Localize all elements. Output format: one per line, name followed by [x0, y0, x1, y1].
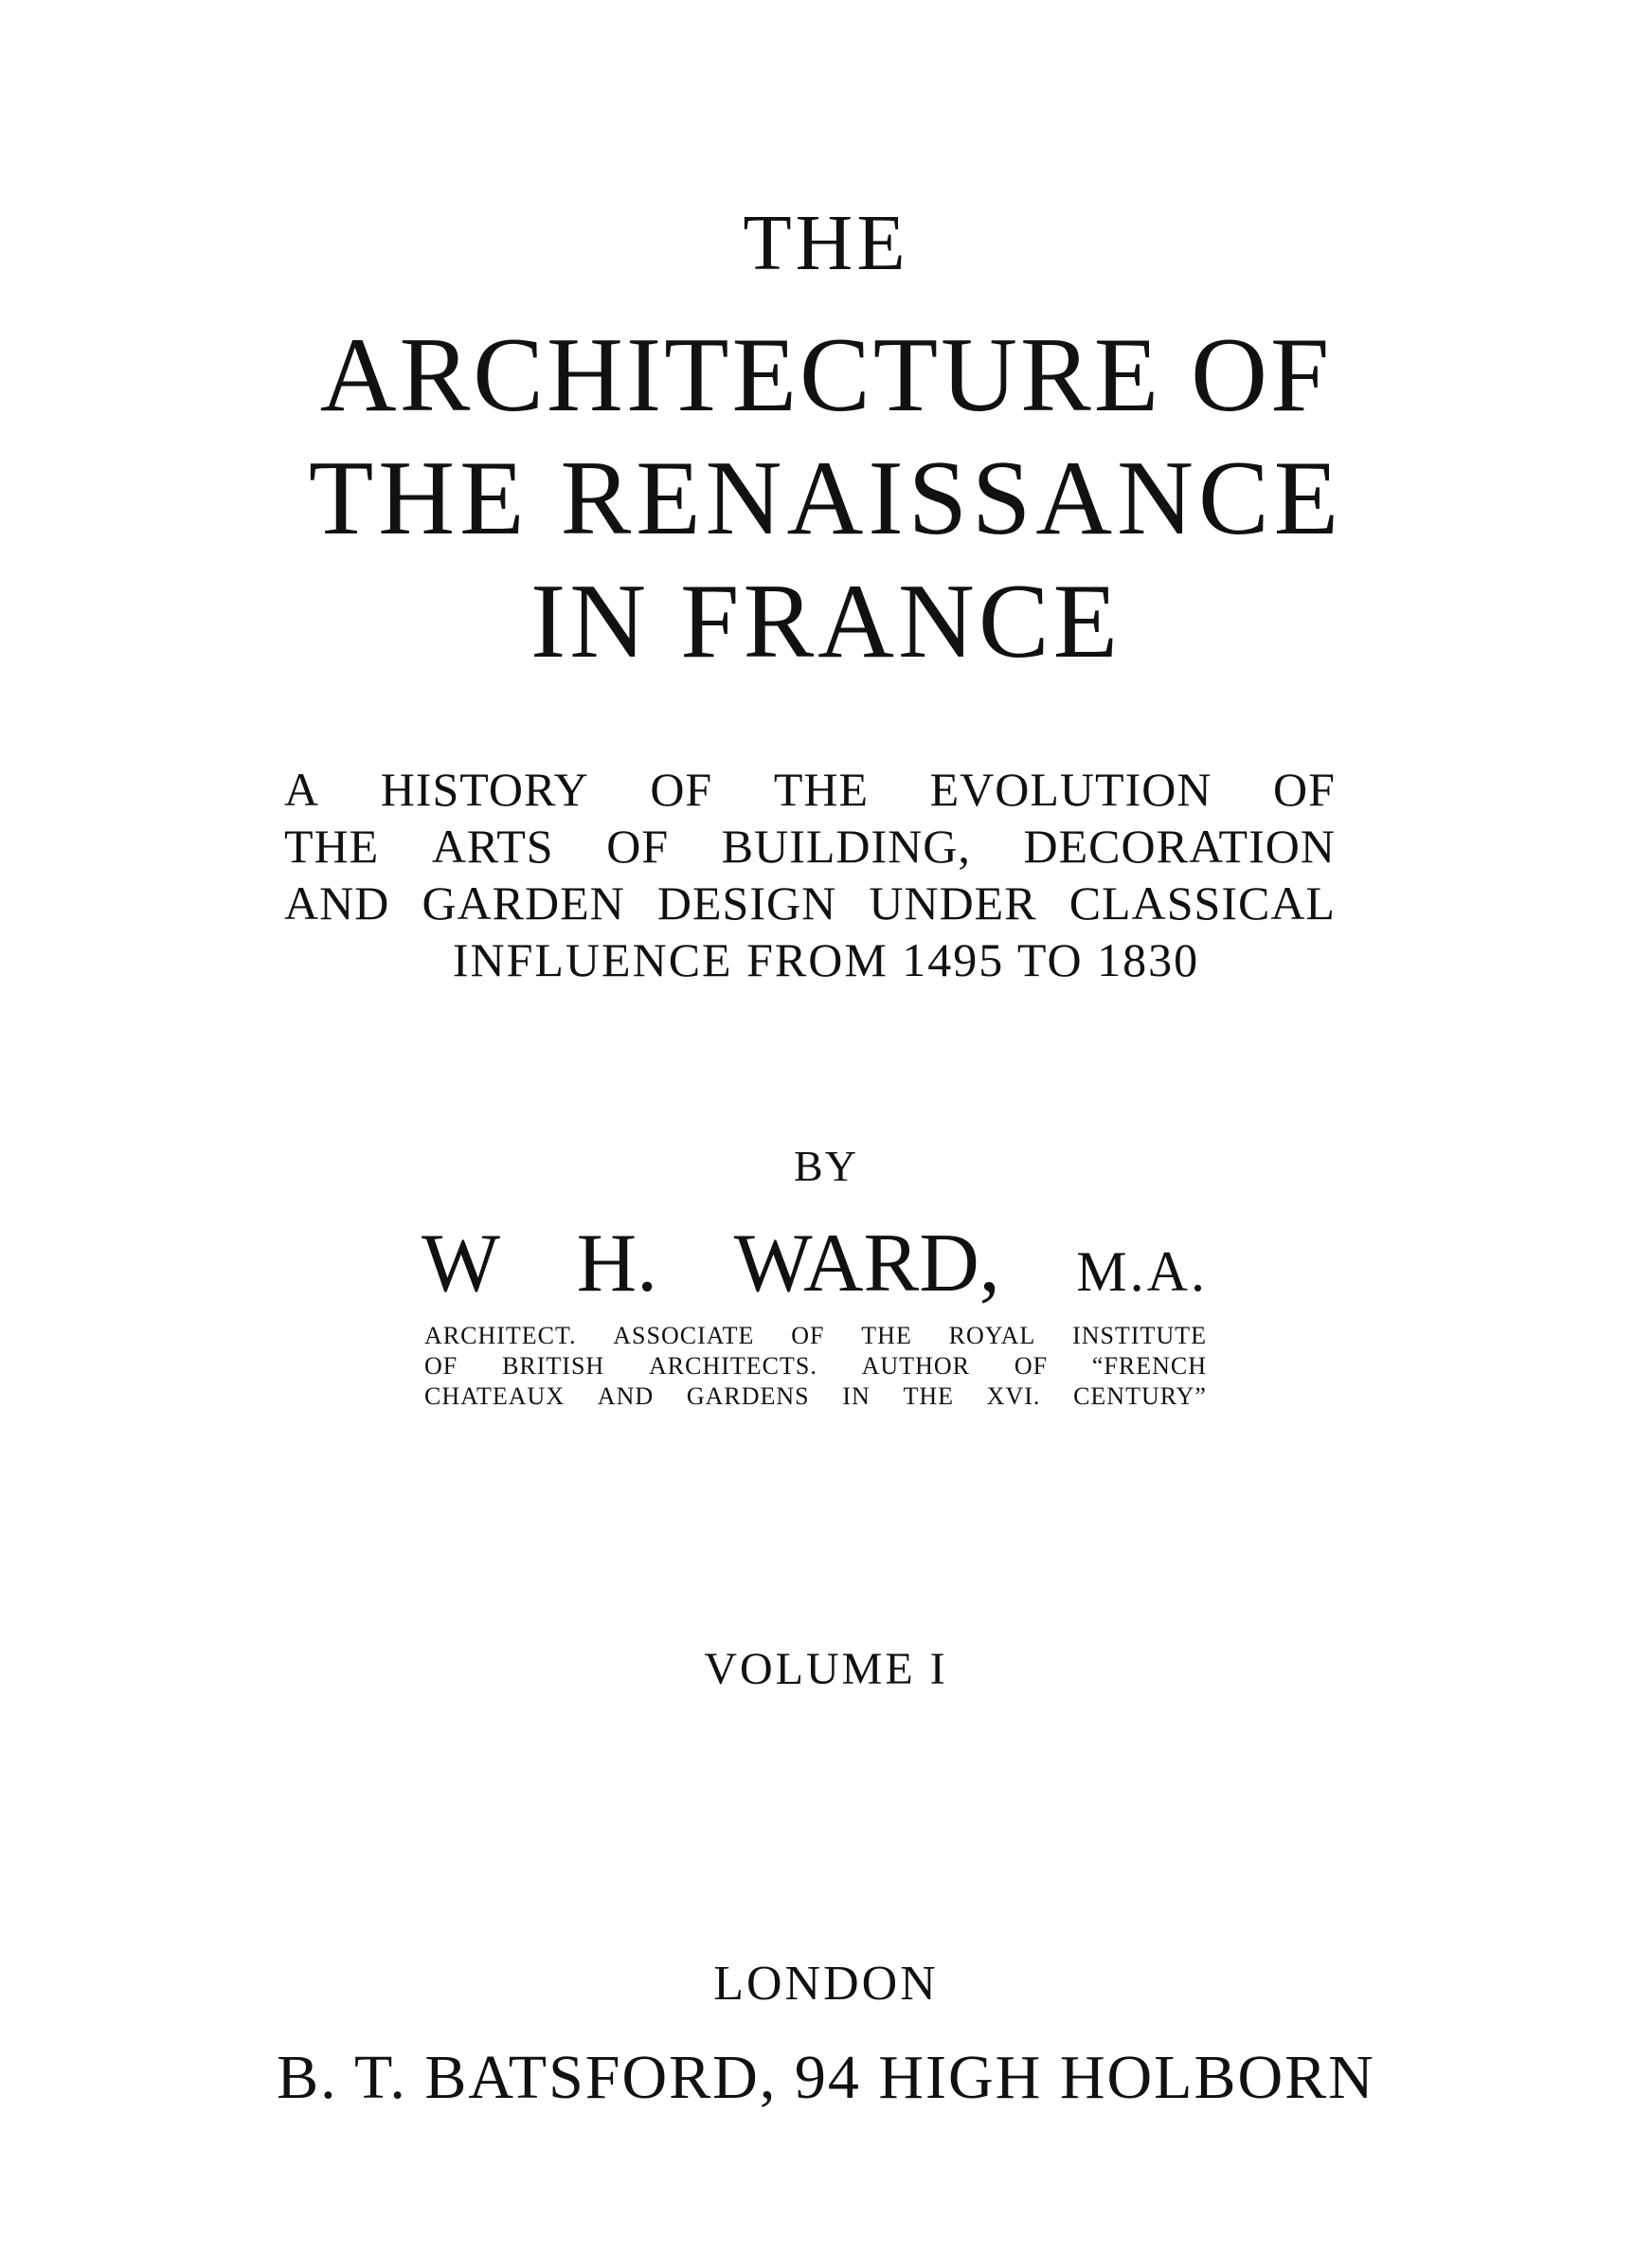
subtitle-word: DESIGN: [656, 876, 837, 930]
subtitle-word: BUILDING,: [721, 820, 971, 873]
credential-word: ASSOCIATE: [613, 1322, 755, 1349]
imprint-city: LONDON: [713, 1957, 939, 2011]
title-line-1: THE: [743, 199, 909, 287]
author-initial-first: W: [422, 1218, 501, 1309]
author-surname: WARD,: [733, 1218, 1000, 1309]
credential-word: IN: [842, 1382, 871, 1410]
credential-word: XVI.: [986, 1382, 1041, 1410]
author-name: [422, 1218, 1208, 1309]
author-credentials-line-3: [424, 1384, 1207, 1409]
credential-word: AUTHOR: [861, 1352, 970, 1380]
credential-word: BRITISH: [502, 1352, 605, 1380]
subtitle-word: OF: [606, 820, 670, 873]
credential-word: ARCHITECTS.: [649, 1352, 817, 1380]
subtitle-word: EVOLUTION: [929, 763, 1212, 816]
volume-number: VOLUME I: [704, 1644, 948, 1694]
subtitle-word: UNDER: [869, 876, 1037, 930]
credential-word: INSTITUTE: [1072, 1322, 1207, 1349]
credential-word: AND: [597, 1382, 655, 1410]
credential-word: “FRENCH: [1091, 1352, 1207, 1380]
subtitle-line-2: [284, 820, 1336, 873]
subtitle-word: CLASSICAL: [1068, 876, 1336, 930]
credential-word: ARCHITECT.: [424, 1322, 577, 1349]
subtitle-word: AND: [284, 876, 390, 930]
title-line-2: ARCHITECTURE OF: [319, 316, 1333, 434]
subtitle-line-1: [284, 763, 1336, 816]
author-initial-second: H.: [576, 1218, 658, 1309]
subtitle-word: DECORATION: [1023, 820, 1336, 873]
credential-word: OF: [791, 1322, 825, 1349]
credential-word: ROYAL: [948, 1322, 1036, 1349]
subtitle-word: OF: [1273, 763, 1336, 816]
author-degree: M.A.: [1076, 1240, 1208, 1303]
subtitle-word: HISTORY: [380, 763, 589, 816]
author-credentials-line-2: [424, 1354, 1207, 1379]
subtitle-word: THE: [284, 820, 380, 873]
imprint-publisher: B. T. BATSFORD, 94 HIGH HOLBORN: [277, 2043, 1375, 2112]
subtitle-line-3: [284, 876, 1336, 930]
credential-word: OF: [1014, 1352, 1049, 1380]
subtitle-word: GARDEN: [422, 876, 625, 930]
credential-word: THE: [861, 1322, 912, 1349]
credential-word: CENTURY”: [1073, 1382, 1207, 1410]
title-line-4: IN FRANCE: [530, 563, 1122, 680]
subtitle-word: A: [284, 763, 320, 816]
author-credentials-line-1: [424, 1324, 1207, 1348]
subtitle-line-4: INFLUENCE FROM 1495 TO 1830: [452, 933, 1200, 986]
credential-word: CHATEAUX: [424, 1382, 566, 1410]
byline: BY: [794, 1142, 858, 1190]
subtitle-word: ARTS: [431, 820, 554, 873]
title-line-3: THE RENAISSANCE: [308, 440, 1344, 557]
credential-word: THE: [903, 1382, 954, 1410]
credential-word: OF: [424, 1352, 458, 1380]
credential-word: GARDENS: [686, 1382, 810, 1410]
subtitle-word: OF: [650, 763, 713, 816]
subtitle-word: THE: [773, 763, 870, 816]
